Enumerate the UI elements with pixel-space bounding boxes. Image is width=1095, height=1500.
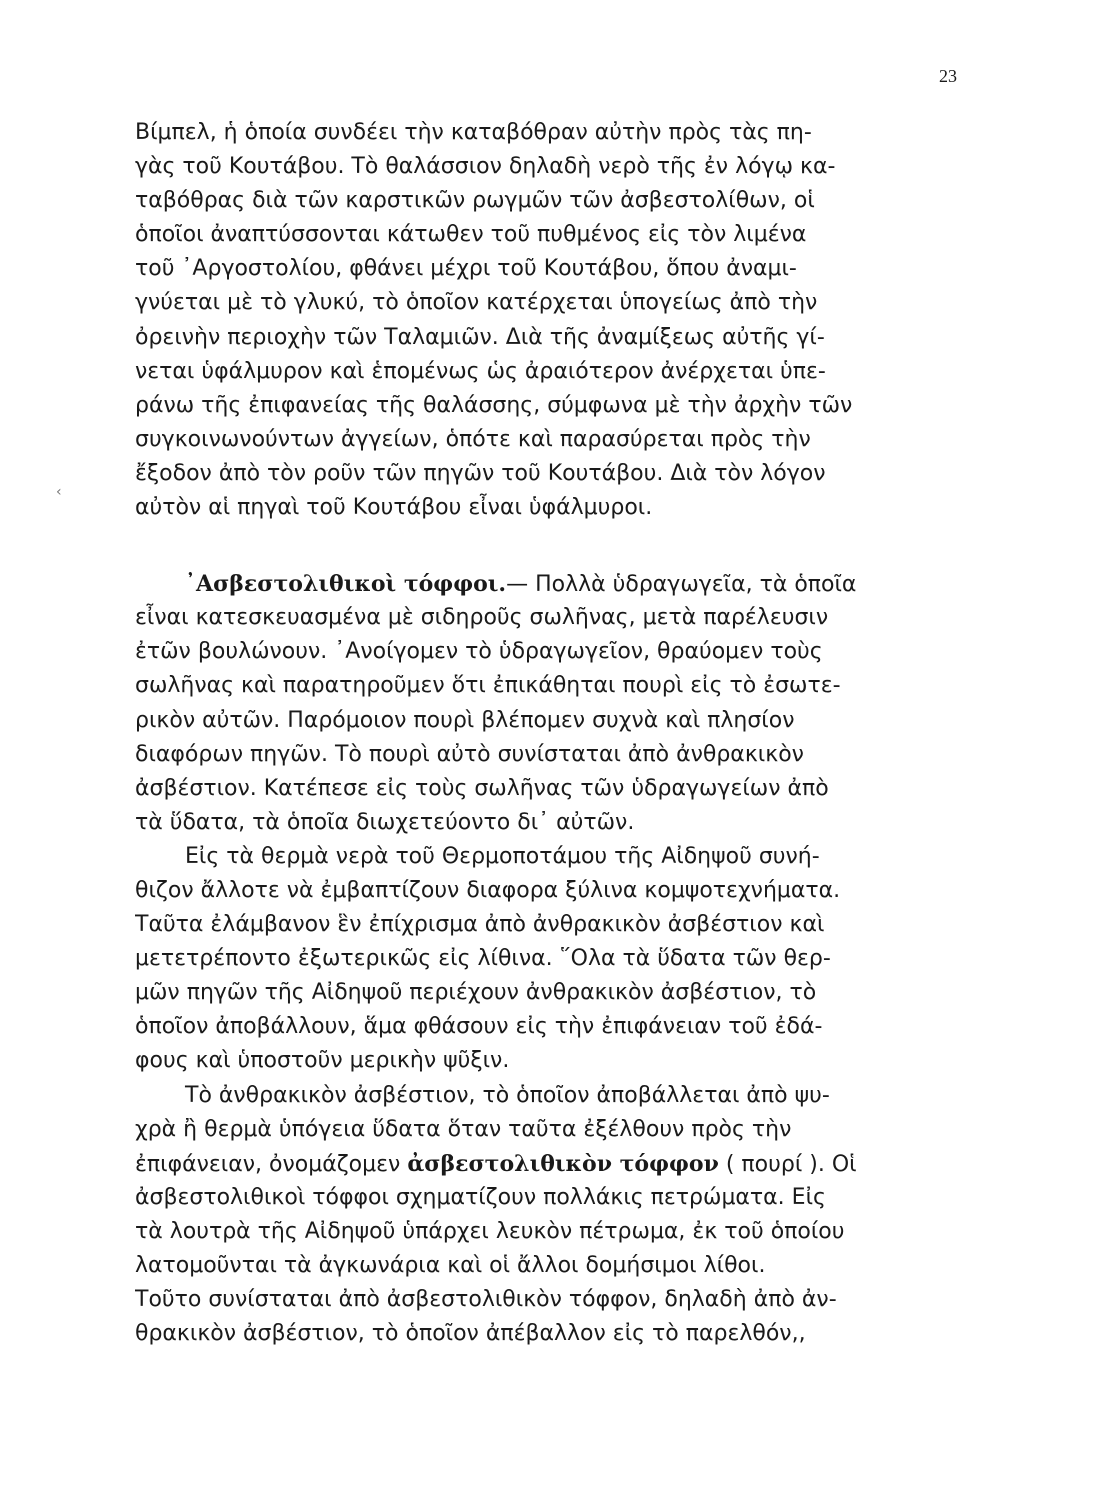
text-line: ἀσβέστιον. Κατέπεσε εἰς τοὺς σωλῆνας τῶν ὑδραγωγείων ἀπὸ [135,775,829,801]
text-line [135,1147,965,1181]
section-heading: ᾿Ασβεστολιθικοὶ τόφφοι. [185,571,507,598]
text-line: γὰς τοῦ Κουτάβου. Τὸ θαλάσσιον δηλαδὴ νερὸ τῆς ἐν λόγῳ κα- [135,154,836,180]
text-line: Εἰς τὰ θερμὰ νερὰ τοῦ Θερμοποτάμου τῆς Αἰδηψοῦ συνή- [185,843,820,869]
text-line: σωλῆνας καὶ παρατηροῦμεν ὅτι ἐπικάθηται πουρὶ εἰς τὸ ἐσωτε- [135,673,841,699]
text-line: ὁποῖοι ἀναπτύσσονται κάτωθεν τοῦ πυθμένος εἰς τὸν λιμένα [135,222,807,248]
paragraph-1 [135,116,965,525]
text-line: Τὸ ἀνθρακικὸν ἀσβέστιον, τὸ ὁποῖον ἀποβάλλεται ἀπὸ ψυ- [185,1082,830,1108]
text-line: ρικὸν αὐτῶν. Παρόμοιον πουρὶ βλέπομεν συχνὰ καὶ πλησίον [135,707,795,733]
text-line: ἀσβεστολιθικοὶ τόφφοι σχηματίζουν πολλάκις πετρώματα. Εἰς [135,1184,826,1210]
text-line: διαφόρων πηγῶν. Τὸ πουρὶ αὐτὸ συνίσταται ἀπὸ ἀνθρακικὸν [135,741,804,767]
text-line: νεται ὑφάλμυρον καὶ ἑπομένως ὡς ἀραιότερον ἀνέρχεται ὑπε- [135,358,826,384]
text-fragment: ( πουρί ). Οἱ [725,1151,857,1177]
text-line: λατομοῦνται τὰ ἀγκωνάρια καὶ οἱ ἄλλοι δομήσιμοι λίθοι. [135,1253,766,1278]
text-line: Τοῦτο συνίσταται ἀπὸ ἀσβεστολιθικὸν τόφφον, δηλαδὴ ἀπὸ ἀν- [135,1287,837,1313]
text-line: ἐτῶν βουλώνουν. ᾿Ανοίγομεν τὸ ὑδραγωγεῖον, θραύομεν τοὺς [135,639,823,665]
section-heading-line [135,567,965,601]
text-line: συγκοινωνούντων ἀγγείων, ὁπότε καὶ παρασύρεται πρὸς τὴν [135,426,811,452]
section-tuffs [135,567,965,840]
text-fragment: ἐπιφάνειαν, ὀνομάζομεν [135,1151,401,1177]
text-line: χρὰ ἢ θερμὰ ὑπόγεια ὕδατα ὅταν ταῦτα ἐξέλθουν πρὸς τὴν [135,1116,792,1142]
text-line: θιζον ἄλλοτε νὰ ἐμβαπτίζουν διαφορα ξύλινα κομψοτεχνήματα. [135,877,841,903]
text-line: ὁποῖον ἀποβάλλουν, ἅμα φθάσουν εἰς τὴν ἐπιφάνειαν τοῦ ἐδά- [135,1014,823,1040]
text-line: μετετρέποντο ἐξωτερικῶς εἰς λίθινα. ῞Ολα τὰ ὕδατα τῶν θερ- [135,946,831,972]
paragraph-4 [135,1079,965,1352]
text-line: ράνω τῆς ἐπιφανείας τῆς θαλάσσης, σύμφωνα μὲ τὴν ἀρχὴν τῶν [135,392,853,418]
text-line: τοῦ ᾿Αργοστολίου, φθάνει μέχρι τοῦ Κουτάβου, ὅπου ἀναμι- [135,256,797,282]
text-line: γνύεται μὲ τὸ γλυκύ, τὸ ὁποῖον κατέρχεται ὑπογείως ἀπὸ τὴν [135,290,818,316]
text-line: Ταῦτα ἐλάμβανον ἓν ἐπίχρισμα ἀπὸ ἀνθρακικὸν ἀσβέστιον καὶ [135,912,825,938]
margin-mark: ‹ [56,484,62,500]
heading-continuation: — Πολλὰ ὑδραγωγεῖα, τὰ ὁποῖα [506,572,857,598]
text-line: μῶν πηγῶν τῆς Αἰδηψοῦ περιέχουν ἀνθρακικὸν ἀσβέστιον, τὸ [135,980,817,1006]
text-line: τὰ ὕδατα, τὰ ὁποῖα διωχετεύοντο δι᾿ αὐτῶν. [135,809,635,835]
text-line: εἶναι κατεσκευασμένα μὲ σιδηροῦς σωλῆνας, μετὰ παρέλευσιν [135,605,829,631]
emphasized-term: ἀσβεστολιθικὸν τόφφον [407,1150,719,1177]
paragraph-3 [135,840,965,1079]
text-line: αὐτὸν αἱ πηγαὶ τοῦ Κουτάβου εἶναι ὑφάλμυροι. [135,495,653,521]
text-line: ὀρεινὴν περιοχὴν τῶν Ταλαμιῶν. Διὰ τῆς ἀναμίξεως αὐτῆς γί- [135,324,825,350]
text-line: τὰ λουτρὰ τῆς Αἰδηψοῦ ὑπάρχει λευκὸν πέτρωμα, ἐκ τοῦ ὁποίου [135,1218,845,1244]
page-number: 23 [939,66,957,86]
text-line: φους καὶ ὑποστοῦν μερικὴν ψῦξιν. [135,1048,510,1074]
page-body [135,116,965,1351]
text-line: ἔξοδον ἀπὸ τὸν ροῦν τῶν πηγῶν τοῦ Κουτάβου. Διὰ τὸν λόγον [135,460,826,486]
text-line: Βίμπελ, ἡ ὁποία συνδέει τὴν καταβόθραν αὐτὴν πρὸς τὰς πη- [135,120,812,145]
text-line: ταβόθρας διὰ τῶν καρστικῶν ρωγμῶν τῶν ἀσβεστολίθων, οἱ [135,188,815,214]
text-line: θρακικὸν ἀσβέστιον, τὸ ὁποῖον ἀπέβαλλον εἰς τὸ παρελθόν,, [135,1321,806,1347]
